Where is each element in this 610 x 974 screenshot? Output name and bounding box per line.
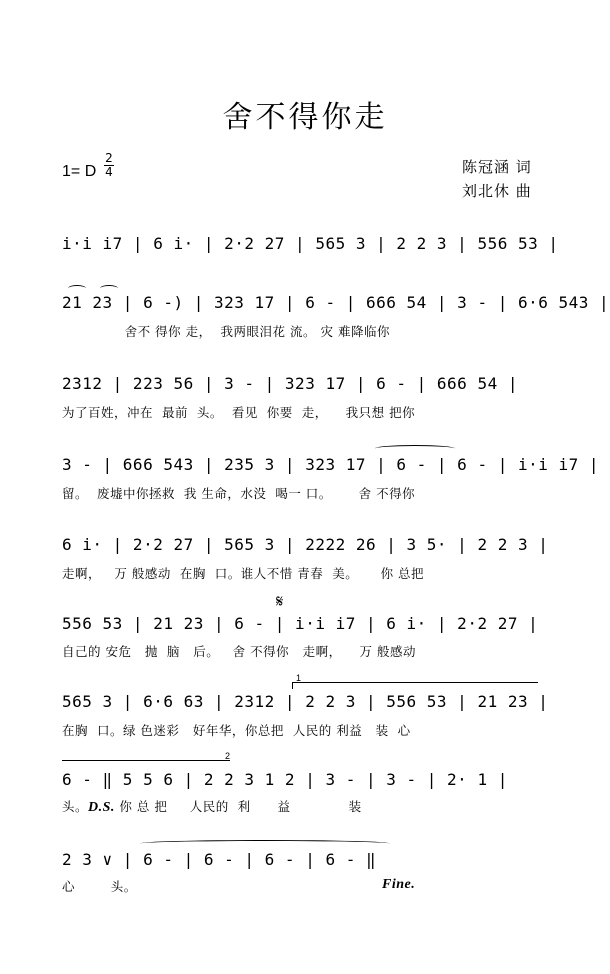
lyric-text: 心 头。	[62, 879, 137, 894]
segno-sign: 𝄋	[276, 592, 284, 612]
lyricist-credit: 陈冠涵 词	[462, 158, 532, 176]
first-ending-bracket	[292, 673, 538, 689]
lyric-text: 头。	[62, 799, 89, 814]
second-ending-number: 2	[224, 751, 230, 761]
slur	[68, 285, 86, 292]
composer-credit: 刘北休 曲	[462, 182, 532, 200]
notation-line-3: 2312 | 223 56 | 3 - | 323 17 | 6 - | 666 54 |	[62, 374, 518, 393]
lyric-line-6: 自己的 安危 抛 脑 后。 舍 不得你 走啊， 万 般感动	[62, 644, 416, 659]
lyric-line-3: 为了百姓，冲在 最前 头。 看见 你要 走， 我只想 把你	[62, 405, 416, 420]
notation-line-7: 565 3 | 6·6 63 | 2312 | 2 2 3 | 556 53 | 21 23 |	[62, 692, 549, 711]
notation-line-5: 6 i· | 2·2 27 | 565 3 | 2222 26 | 3 5· | 2 2 3 |	[62, 535, 549, 554]
notation-line-8: 6 - ‖ 5 5 6 | 2 2 3 1 2 | 3 - | 3 - | 2· 1 |	[62, 770, 508, 789]
time-signature-top: 2	[105, 151, 113, 165]
time-signature-bottom: 4	[105, 165, 113, 179]
lyric-line-7: 在胸 口。绿 色迷彩 好年华，你总把 人民的 利益 装 心	[62, 723, 411, 738]
second-ending-bracket	[62, 751, 230, 767]
lyric-line-9	[62, 877, 542, 895]
tie	[375, 445, 455, 452]
key-signature: 1= D	[62, 163, 97, 180]
slur	[100, 285, 118, 292]
notation-line-1: i·i i7 | 6 i· | 2·2 27 | 565 3 | 2 2 3 | 556 53 |	[62, 234, 559, 253]
lyric-text: 你 总 把 人民的 利 益 装	[114, 799, 362, 814]
lyric-line-4: 留。 废墟中你拯救 我 生命，水没 喝一 口。 舍 不得你	[62, 486, 416, 501]
fine-mark: Fine.	[382, 877, 416, 892]
notation-line-6: 556 53 | 21 23 | 6 - | i·i i7 | 6 i· | 2·2 27 |	[62, 614, 539, 633]
lyric-line-2: 舍不 得你 走， 我两眼泪花 流。 灾 难降临你	[62, 324, 390, 339]
time-signature	[104, 152, 114, 179]
lyric-line-8	[62, 797, 542, 816]
song-title: 舍不得你走	[222, 100, 388, 135]
tie	[140, 840, 390, 847]
notation-line-2: 21 23 | 6 -) | 323 17 | 6 - | 666 54 | 3 - | 6·6 543 |	[62, 293, 610, 312]
notation-line-4: 3 - | 666 543 | 235 3 | 323 17 | 6 - | 6 - | i·i i7 |	[62, 455, 600, 474]
dal-segno-mark: D.S.	[88, 800, 115, 815]
notation-line-9: 2 3 ∨ | 6 - | 6 - | 6 - | 6 - ‖	[62, 850, 377, 869]
lyric-line-5: 走啊， 万 般感动 在胸 口。谁人不惜 青春 美。 你 总把	[62, 566, 425, 581]
first-ending-number: 1	[296, 673, 302, 683]
